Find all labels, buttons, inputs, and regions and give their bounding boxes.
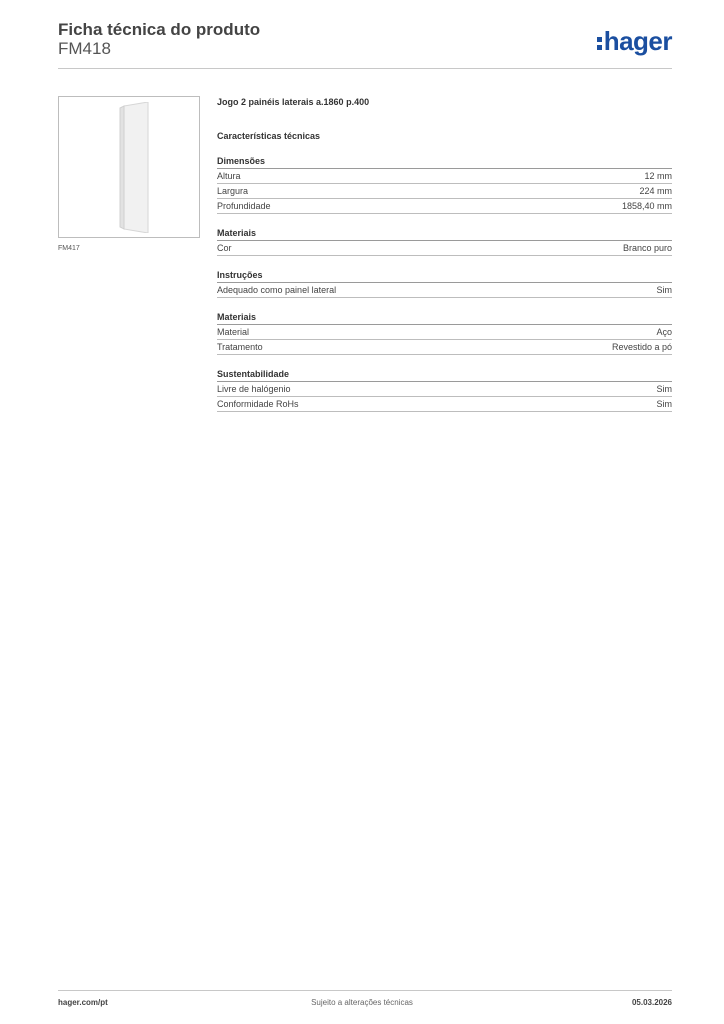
spec-label: Profundidade — [217, 201, 271, 211]
spec-row — [217, 169, 672, 184]
spec-label: Tratamento — [217, 342, 263, 352]
section-materials-color — [217, 227, 672, 256]
header-divider — [58, 68, 672, 69]
section-dimensions — [217, 155, 672, 214]
page-title: Ficha técnica do produto — [58, 20, 261, 39]
spec-value: 1858,40 mm — [621, 201, 672, 211]
spec-row — [217, 382, 672, 397]
spec-value: Sim — [656, 285, 672, 295]
footer-divider — [58, 990, 672, 991]
spec-row — [217, 184, 672, 199]
spec-row — [217, 325, 672, 340]
spec-value: Branco puro — [622, 243, 672, 253]
spec-label: Altura — [217, 171, 241, 181]
spec-row — [217, 241, 672, 256]
spec-row — [217, 199, 672, 214]
tech-characteristics-heading: Características técnicas — [217, 131, 321, 141]
image-caption: FM417 — [58, 245, 80, 252]
spec-row — [217, 397, 672, 412]
spec-value: Sim — [656, 399, 672, 409]
spec-row — [217, 283, 672, 298]
logo-text: hager — [603, 26, 672, 56]
spec-row — [217, 340, 672, 355]
side-panel-image — [118, 102, 152, 233]
section-sustainability — [217, 368, 672, 412]
spec-value: 224 mm — [639, 186, 672, 196]
hager-logo — [597, 28, 672, 54]
section-title: Materiais — [217, 227, 672, 241]
spec-label: Cor — [217, 243, 232, 253]
spec-label: Largura — [217, 186, 249, 196]
product-reference: FM418 — [58, 39, 111, 58]
spec-value: 12 mm — [644, 171, 672, 181]
product-image-frame — [58, 96, 200, 238]
footer-date: 05.03.2026 — [631, 998, 672, 1007]
spec-label: Conformidade RoHs — [217, 399, 299, 409]
spec-value: Sim — [656, 384, 672, 394]
spec-label: Material — [217, 327, 250, 337]
spec-label: Adequado como painel lateral — [217, 285, 337, 295]
footer-website-link[interactable]: hager.com/pt — [58, 998, 108, 1007]
footer-notice: Sujeito a alterações técnicas — [311, 998, 413, 1007]
section-title: Sustentabilidade — [217, 368, 672, 382]
section-instructions — [217, 269, 672, 298]
logo-dots-icon — [597, 37, 602, 50]
section-title: Instruções — [217, 269, 672, 283]
spec-value: Revestido a pó — [611, 342, 672, 352]
section-materials — [217, 311, 672, 355]
spec-label: Livre de halógenio — [217, 384, 291, 394]
section-title: Dimensões — [217, 155, 672, 169]
product-description: Jogo 2 painéis laterais a.1860 p.400 — [217, 97, 370, 107]
section-title: Materiais — [217, 311, 672, 325]
spec-value: Aço — [656, 327, 672, 337]
product-content — [217, 96, 672, 412]
